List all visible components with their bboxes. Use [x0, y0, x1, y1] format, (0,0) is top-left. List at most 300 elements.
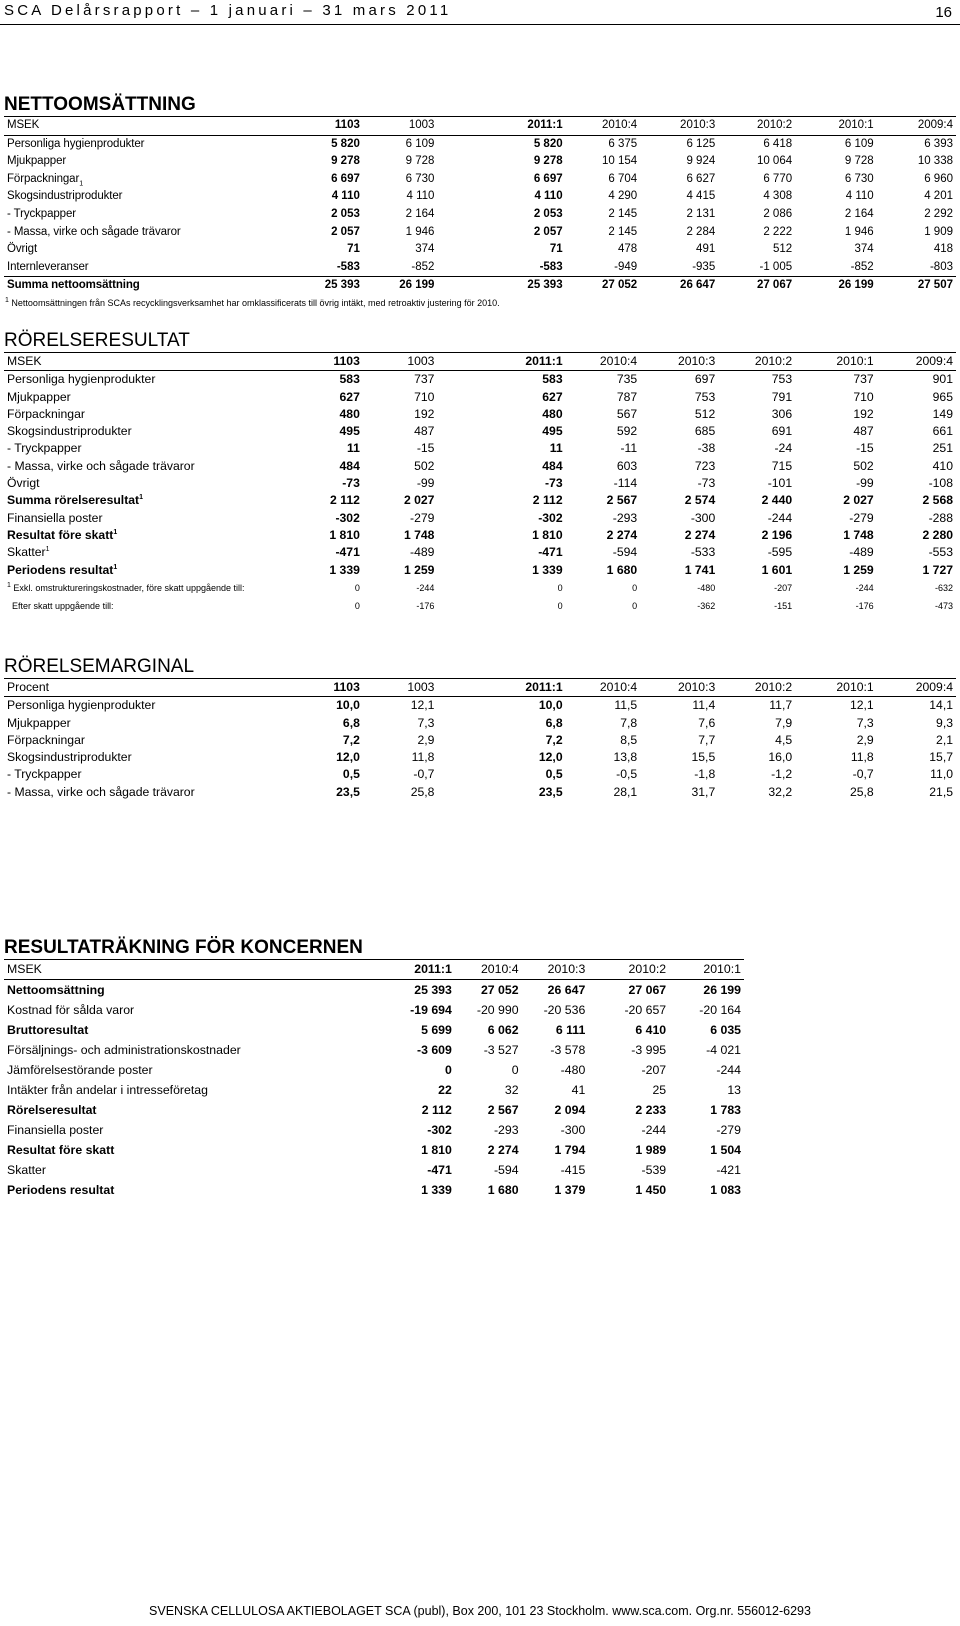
value-cell: 2 057: [331, 225, 360, 238]
column-header: 1003: [363, 353, 438, 371]
table-header-row: [4, 117, 956, 136]
value-cell: 737: [414, 372, 435, 387]
value-cell: 7,9: [775, 715, 793, 730]
value-cell: 2 057: [533, 225, 563, 238]
value-cell: 27 052: [566, 277, 641, 295]
table-row: [4, 1040, 744, 1060]
table-row: [4, 259, 956, 277]
value-cell: 7,8: [620, 715, 638, 730]
value-cell: 410: [932, 458, 953, 473]
table-row: [4, 1140, 744, 1160]
value-cell: 1 810: [421, 1143, 452, 1157]
value-cell: 2,1: [936, 732, 953, 747]
value-cell: 1 727: [922, 562, 953, 577]
value-cell: 2 053: [331, 207, 360, 220]
value-cell: 4 110: [845, 190, 874, 203]
section-nettoomsattning: [4, 94, 956, 313]
unit-header: MSEK: [4, 960, 344, 980]
table-row: [4, 188, 956, 206]
value-cell: -0,7: [852, 767, 874, 782]
value-cell: 6 704: [608, 172, 638, 185]
value-cell: 2,9: [856, 732, 874, 747]
value-cell: 11,8: [411, 750, 435, 765]
value-cell: -279: [716, 1123, 741, 1137]
value-cell: -421: [716, 1163, 741, 1177]
value-cell: 41: [571, 1083, 586, 1097]
value-cell: 583: [542, 372, 563, 387]
row-label-text: Mjukpapper: [7, 389, 71, 404]
column-header: 2010:1: [669, 960, 744, 980]
value-cell: 1 339: [532, 562, 563, 577]
value-cell: 32: [504, 1083, 519, 1097]
value-cell: 2 112: [421, 1103, 452, 1117]
value-cell: -38: [697, 441, 716, 456]
value-cell: -533: [690, 545, 716, 560]
value-cell: 2 292: [924, 207, 953, 220]
row-label: [4, 492, 279, 509]
row-label-text: Intäkter från andelar i intresseföretag: [7, 1083, 208, 1097]
value-cell: 710: [414, 389, 435, 404]
row-label-text: Finansiella poster: [7, 510, 103, 525]
table-row: [4, 135, 956, 153]
value-cell: -362: [697, 600, 716, 611]
table-row: [4, 980, 744, 1001]
footnote-text: Exkl. omstruktureringskostnader, före skatt uppgående till:: [13, 582, 245, 593]
table-row: [4, 1120, 744, 1140]
value-cell: 10 064: [756, 155, 793, 168]
footnote-marker: 1: [5, 296, 9, 304]
value-cell: 21,5: [929, 784, 953, 799]
value-cell: 11,8: [850, 750, 874, 765]
footnote-marker: 1: [113, 528, 118, 536]
table-row: [4, 406, 956, 423]
value-cell: 32,2: [768, 784, 793, 799]
section-rorelsemarginal: [4, 656, 956, 801]
value-cell: -20 990: [476, 1003, 519, 1017]
value-cell: 502: [414, 458, 435, 473]
value-cell: 697: [694, 372, 716, 387]
value-cell: 2 284: [686, 225, 716, 238]
row-label-text: Bruttoresultat: [7, 1023, 89, 1037]
table-row: [4, 766, 956, 783]
row-label-text: Förpackningar: [7, 406, 85, 421]
table-row: [4, 562, 956, 579]
column-header: 2010:2: [718, 117, 795, 136]
row-label-text: Kostnad för sålda varor: [7, 1003, 135, 1017]
value-cell: 2 164: [405, 207, 435, 220]
value-cell: 6 627: [686, 172, 716, 185]
value-cell: 26 647: [640, 277, 718, 295]
row-label-text: Periodens resultat: [7, 562, 114, 577]
row-label: [4, 423, 279, 440]
value-cell: 484: [542, 458, 563, 473]
table-row: [4, 171, 956, 189]
value-cell: -594: [493, 1163, 519, 1177]
value-cell: 0: [557, 600, 563, 611]
value-cell: 0: [354, 600, 360, 611]
value-cell: 1 748: [843, 527, 874, 542]
unit-header: MSEK: [4, 117, 279, 136]
value-cell: 965: [932, 389, 953, 404]
value-cell: -852: [850, 260, 874, 273]
value-cell: 2 574: [684, 493, 716, 508]
row-label: [4, 697, 279, 715]
table-row: [4, 1160, 744, 1180]
table-row: [4, 389, 956, 406]
footnote-marker: 1: [7, 581, 11, 589]
table-row: [4, 749, 956, 766]
row-label-text: Jämförelsestörande poster: [7, 1063, 153, 1077]
value-cell: -244: [416, 582, 435, 593]
value-cell: 2 567: [487, 1103, 519, 1117]
value-cell: -480: [697, 582, 716, 593]
value-cell: -473: [934, 600, 953, 611]
value-cell: -935: [692, 260, 716, 273]
value-cell: -471: [427, 1163, 452, 1177]
row-label: [4, 241, 279, 259]
column-header: 2010:2: [588, 960, 669, 980]
column-header: 1003: [363, 117, 438, 136]
value-cell: 603: [616, 458, 638, 473]
value-cell: 1 909: [924, 225, 953, 238]
value-cell: 9 924: [686, 155, 716, 168]
column-header: 2009:4: [877, 117, 956, 136]
value-cell: 1 946: [405, 225, 435, 238]
value-cell: 723: [694, 458, 716, 473]
row-label: [4, 458, 279, 475]
table-header-row: [4, 960, 744, 980]
row-label-text: Övrigt: [7, 243, 38, 256]
row-label-text: Internleveranser: [7, 260, 89, 273]
value-cell: 9 728: [844, 155, 874, 168]
table-row: [4, 423, 956, 440]
value-cell: 737: [853, 372, 874, 387]
row-label: [4, 1180, 344, 1200]
row-label: [4, 510, 279, 527]
row-label-text: Personliga hygienprodukter: [7, 698, 156, 713]
row-label: [4, 784, 279, 801]
value-cell: 4,5: [775, 732, 793, 747]
value-cell: 2 112: [330, 493, 360, 508]
row-label: [4, 1160, 344, 1180]
value-cell: -480: [560, 1063, 586, 1077]
value-cell: -11: [620, 441, 638, 456]
value-cell: 6 697: [331, 172, 360, 185]
value-cell: -20 657: [624, 1003, 667, 1017]
value-cell: 0: [511, 1063, 519, 1077]
column-header: 1103: [279, 117, 363, 136]
row-label-text: Personliga hygienprodukter: [7, 372, 156, 387]
value-cell: -151: [774, 600, 793, 611]
value-cell: 71: [347, 243, 360, 256]
value-cell: 25,8: [849, 784, 874, 799]
column-header: 2010:1: [795, 117, 877, 136]
value-cell: 1 989: [635, 1143, 667, 1157]
value-cell: 583: [339, 372, 360, 387]
value-cell: 4 110: [406, 190, 435, 203]
value-cell: 567: [616, 406, 638, 421]
value-cell: 2 233: [635, 1103, 667, 1117]
value-cell: 2 568: [922, 493, 953, 508]
value-cell: 2 567: [606, 493, 638, 508]
table-row: [4, 1080, 744, 1100]
row-label-text: Summa nettoomsättning: [7, 279, 140, 292]
value-cell: 1 810: [329, 527, 360, 542]
column-header: 2010:1: [795, 679, 877, 697]
table-row: [4, 784, 956, 801]
row-label: [4, 1140, 344, 1160]
row-label-text: - Tryckpapper: [7, 767, 82, 782]
value-cell: 753: [771, 372, 793, 387]
row-label-text: Periodens resultat: [7, 1183, 115, 1197]
value-cell: 6 062: [487, 1023, 519, 1037]
value-cell: 2 145: [608, 207, 638, 220]
value-cell: -302: [538, 510, 563, 525]
value-cell: -73: [342, 476, 360, 491]
value-cell: 6 375: [608, 137, 638, 150]
value-cell: 1 680: [606, 562, 638, 577]
value-cell: 685: [694, 424, 716, 439]
value-cell: 0: [557, 582, 563, 593]
row-label: [4, 749, 279, 766]
row-label-text: Resultat före skatt: [7, 527, 114, 542]
value-cell: 691: [771, 424, 793, 439]
value-cell: -471: [335, 545, 360, 560]
footnote-marker: 1: [45, 546, 50, 554]
value-cell: 901: [932, 372, 953, 387]
value-cell: -583: [539, 260, 563, 273]
column-header: 1103: [279, 353, 363, 371]
value-cell: 2 027: [403, 493, 435, 508]
row-label: [4, 153, 279, 171]
footnote-text: Efter skatt uppgående till:: [12, 600, 114, 611]
value-cell: 418: [933, 243, 953, 256]
value-cell: 25,8: [410, 784, 435, 799]
value-cell: -594: [612, 545, 638, 560]
row-label-text: - Massa, virke och sågade trävaror: [7, 458, 195, 473]
value-cell: 1 450: [635, 1183, 667, 1197]
value-cell: 9 728: [405, 155, 435, 168]
row-label: [4, 1000, 344, 1020]
value-cell: 11: [346, 441, 360, 456]
value-cell: 0: [354, 582, 360, 593]
footnote-row: [4, 295, 956, 313]
rorelsemarginal-table: [4, 678, 956, 801]
row-label: [4, 135, 279, 153]
value-cell: 0: [632, 600, 638, 611]
value-cell: -114: [613, 476, 638, 491]
value-cell: -73: [544, 476, 563, 491]
row-label-text: Förpackningar: [7, 732, 85, 747]
section-title: RÖRELSEMARGINAL: [4, 656, 195, 677]
rorelseresultat-table: [4, 352, 956, 615]
footnote-row: [4, 579, 956, 597]
value-cell: 27 507: [877, 277, 956, 295]
value-cell: 495: [339, 424, 360, 439]
resultatrakning-table: [4, 959, 744, 1200]
value-cell: 22: [438, 1083, 452, 1097]
table-row: [4, 1100, 744, 1120]
row-label: [4, 732, 279, 749]
row-label: [4, 406, 279, 423]
section-title: NETTOOMSÄTTNING: [4, 94, 196, 115]
table-row: [4, 277, 956, 295]
value-cell: 710: [853, 389, 874, 404]
row-label: [4, 980, 344, 1001]
value-cell: 2 027: [843, 493, 874, 508]
value-cell: 149: [932, 406, 953, 421]
value-cell: -1,8: [694, 767, 716, 782]
value-cell: 8,5: [620, 732, 638, 747]
value-cell: 31,7: [691, 784, 716, 799]
value-cell: -471: [538, 545, 563, 560]
value-cell: -0,7: [413, 767, 435, 782]
table-row: [4, 440, 956, 457]
value-cell: 26 199: [703, 983, 741, 997]
column-header: 2011:1: [437, 353, 565, 371]
value-cell: 0,5: [545, 767, 563, 782]
value-cell: 12,0: [336, 750, 360, 765]
row-label: [4, 1060, 344, 1080]
column-header: 2010:2: [718, 353, 795, 371]
value-cell: 10 154: [601, 155, 638, 168]
row-label: [4, 1100, 344, 1120]
row-label: [4, 206, 279, 224]
column-header: 2010:2: [718, 679, 795, 697]
footnote-marker: 1: [139, 494, 143, 502]
section-title: RESULTATRÄKNING FÖR KONCERNEN: [4, 937, 363, 958]
row-label-text: Resultat före skatt: [7, 1143, 115, 1157]
table-row: [4, 458, 956, 475]
value-cell: 28,1: [613, 784, 638, 799]
value-cell: 512: [694, 406, 716, 421]
value-cell: 15,5: [691, 750, 716, 765]
value-cell: 487: [853, 424, 874, 439]
row-label-text: Rörelseresultat: [7, 1103, 97, 1117]
value-cell: 26 199: [795, 277, 877, 295]
value-cell: 1 259: [843, 562, 874, 577]
row-label-text: Summa rörelseresultat: [7, 493, 140, 508]
value-cell: 10 338: [917, 155, 953, 168]
value-cell: -489: [410, 545, 435, 560]
value-cell: -852: [411, 260, 435, 273]
value-cell: 0: [445, 1063, 452, 1077]
value-cell: 2 440: [761, 493, 793, 508]
value-cell: 6 730: [844, 172, 874, 185]
value-cell: 26 199: [363, 277, 438, 295]
value-cell: 6 125: [686, 137, 716, 150]
value-cell: 1 601: [761, 562, 793, 577]
value-cell: 1 259: [403, 562, 435, 577]
value-cell: 192: [414, 406, 435, 421]
column-header: 2010:4: [566, 353, 641, 371]
value-cell: 2 164: [844, 207, 874, 220]
value-cell: -595: [767, 545, 793, 560]
row-label-text: - Massa, virke och sågade trävaror: [7, 784, 195, 799]
value-cell: 6 960: [924, 172, 953, 185]
footnote-label: [4, 579, 279, 597]
row-label-text: Försäljnings- och administrationskostnader: [7, 1043, 241, 1057]
value-cell: 6,8: [342, 715, 360, 730]
value-cell: 2 112: [532, 493, 563, 508]
table-row: [4, 697, 956, 715]
value-cell: -553: [928, 545, 953, 560]
unit-header: Procent: [4, 679, 279, 697]
value-cell: -300: [560, 1123, 586, 1137]
unit-header: MSEK: [4, 353, 279, 371]
value-cell: 787: [616, 389, 638, 404]
value-cell: -3 609: [416, 1043, 452, 1057]
value-cell: -293: [612, 510, 638, 525]
value-cell: -288: [928, 510, 953, 525]
section-rorelseresultat: [4, 330, 956, 615]
footnote-row: [4, 597, 956, 615]
column-header: 2009:4: [877, 679, 956, 697]
column-header: 2011:1: [437, 117, 565, 136]
value-cell: 6 770: [763, 172, 793, 185]
value-cell: 1 504: [710, 1143, 741, 1157]
value-cell: -4 021: [706, 1043, 741, 1057]
value-cell: 11,4: [692, 698, 716, 713]
row-label-text: - Tryckpapper: [7, 207, 77, 220]
column-header: 2010:4: [455, 960, 522, 980]
table-row: [4, 224, 956, 242]
value-cell: 4 290: [608, 190, 638, 203]
value-cell: 9,3: [936, 715, 953, 730]
value-cell: 2 196: [761, 527, 793, 542]
value-cell: 11,5: [614, 698, 638, 713]
value-cell: -244: [767, 510, 793, 525]
value-cell: 6 730: [405, 172, 435, 185]
value-cell: 7,7: [698, 732, 716, 747]
footnote-text: Nettoomsättningen från SCAs recycklingsverksamhet har omklassificerats till övrig intäkt, med retroaktiv justering för 2010.: [11, 297, 500, 308]
value-cell: 374: [415, 243, 435, 256]
column-header: 1003: [363, 679, 438, 697]
value-cell: -539: [641, 1163, 667, 1177]
value-cell: 5 699: [421, 1023, 452, 1037]
value-cell: 735: [616, 372, 638, 387]
value-cell: -0,5: [616, 767, 638, 782]
value-cell: -176: [855, 600, 874, 611]
value-cell: 9 278: [331, 155, 360, 168]
value-cell: 1 379: [554, 1183, 586, 1197]
value-cell: 23,5: [336, 784, 360, 799]
row-label-text: Mjukpapper: [7, 715, 71, 730]
value-cell: 495: [542, 424, 563, 439]
value-cell: -20 536: [543, 1003, 586, 1017]
value-cell: -19 694: [410, 1003, 452, 1017]
value-cell: 1 783: [710, 1103, 741, 1117]
value-cell: 12,0: [538, 750, 563, 765]
value-cell: 0,5: [342, 767, 360, 782]
row-label: [4, 224, 279, 242]
value-cell: 1 748: [403, 527, 435, 542]
value-cell: 478: [617, 243, 638, 256]
row-label: [4, 259, 279, 277]
value-cell: 5 820: [533, 137, 563, 150]
footnote-marker: 1: [113, 563, 118, 571]
value-cell: 14,1: [929, 698, 953, 713]
report-title: SCA Delårsrapport – 1 januari – 31 mars 2011: [4, 2, 452, 19]
value-cell: 11,7: [769, 698, 793, 713]
value-cell: -583: [336, 260, 360, 273]
table-header-row: [4, 353, 956, 371]
row-label: [4, 389, 279, 406]
value-cell: 791: [771, 389, 793, 404]
table-row: [4, 1000, 744, 1020]
value-cell: 1 680: [487, 1183, 519, 1197]
value-cell: 2 274: [684, 527, 716, 542]
